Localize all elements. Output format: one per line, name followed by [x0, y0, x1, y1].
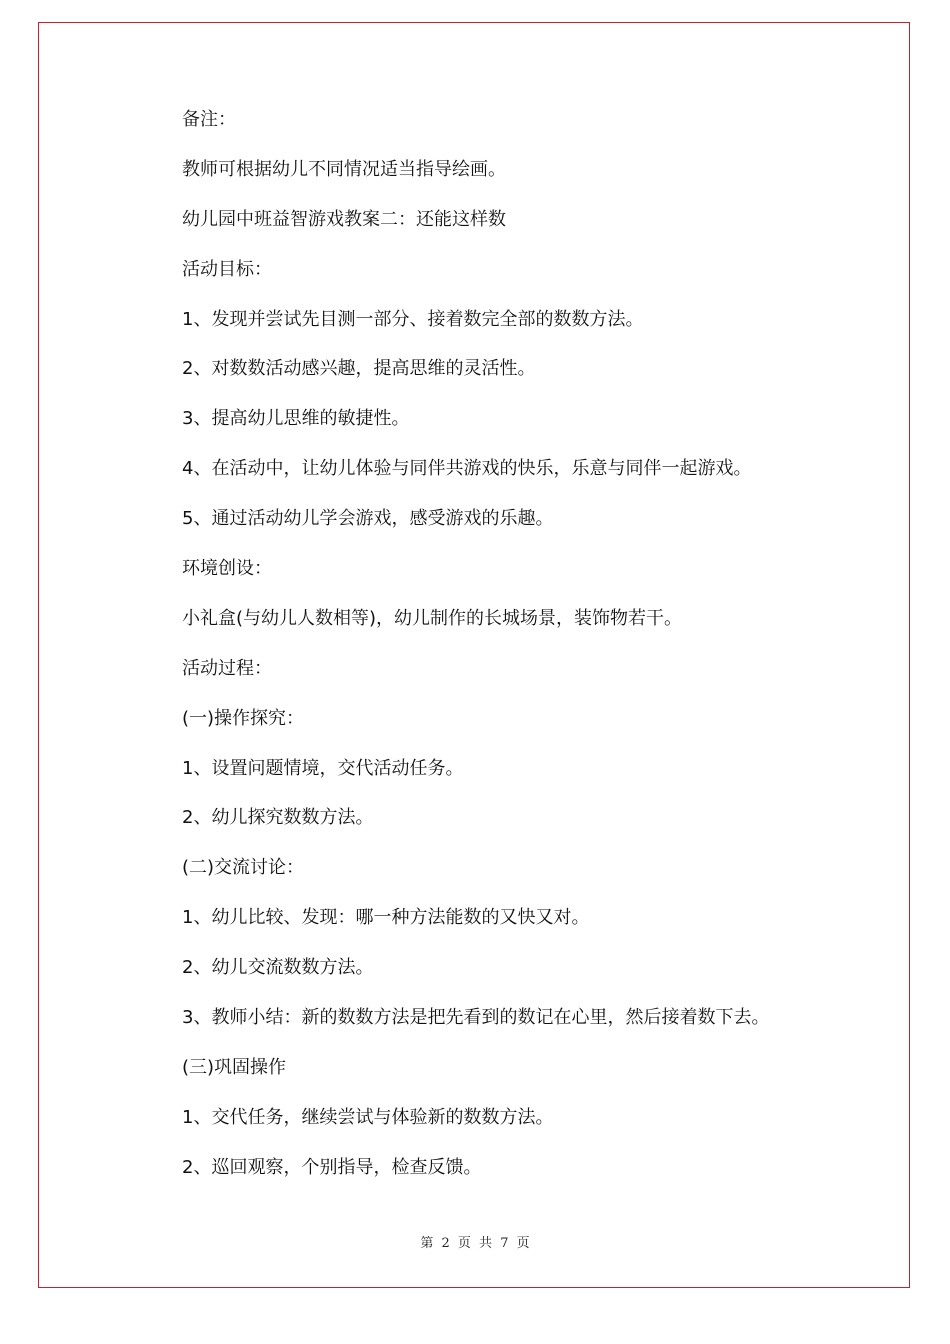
- subsection-heading: (三)巩固操作: [182, 1056, 287, 1078]
- list-item: 1、设置问题情境，交代活动任务。: [182, 757, 464, 779]
- lesson-title: 幼儿园中班益智游戏教案二：还能这样数: [182, 208, 506, 230]
- list-item: 1、交代任务，继续尝试与体验新的数数方法。: [182, 1106, 554, 1128]
- subsection-heading: (二)交流讨论：: [182, 857, 305, 879]
- goal-item: 4、在活动中，让幼儿体验与同伴共游戏的快乐，乐意与同伴一起游戏。: [182, 458, 752, 480]
- page-number: 第 2 页 共 7 页: [420, 1236, 530, 1251]
- list-item: 2、幼儿探究数数方法。: [182, 807, 374, 829]
- note-heading: 备注：: [182, 109, 236, 130]
- goal-item: 2、对数数活动感兴趣，提高思维的灵活性。: [182, 358, 536, 380]
- list-item: 2、巡回观察，个别指导，检查反馈。: [182, 1156, 482, 1178]
- goal-item: 3、提高幼儿思维的敏捷性。: [182, 408, 410, 430]
- list-item: 3、教师小结：新的数数方法是把先看到的数记在心里，然后接着数下去。: [182, 1007, 770, 1029]
- section-heading-process: 活动过程：: [182, 657, 272, 679]
- goal-item: 5、通过活动幼儿学会游戏，感受游戏的乐趣。: [182, 508, 554, 530]
- paragraph: 小礼盒(与幼儿人数相等)，幼儿制作的长城场景，装饰物若干。: [182, 607, 683, 629]
- document-body: [182, 108, 882, 1206]
- section-heading-goals: 活动目标：: [182, 258, 272, 280]
- paragraph: 教师可根据幼儿不同情况适当指导绘画。: [182, 158, 506, 180]
- list-item: 2、幼儿交流数数方法。: [182, 957, 374, 979]
- section-heading-environment: 环境创设：: [182, 558, 272, 580]
- list-item: 1、幼儿比较、发现：哪一种方法能数的又快又对。: [182, 907, 590, 929]
- goal-item: 1、发现并尝试先目测一部分、接着数完全部的数数方法。: [182, 308, 644, 330]
- subsection-heading: (一)操作探究：: [182, 707, 305, 729]
